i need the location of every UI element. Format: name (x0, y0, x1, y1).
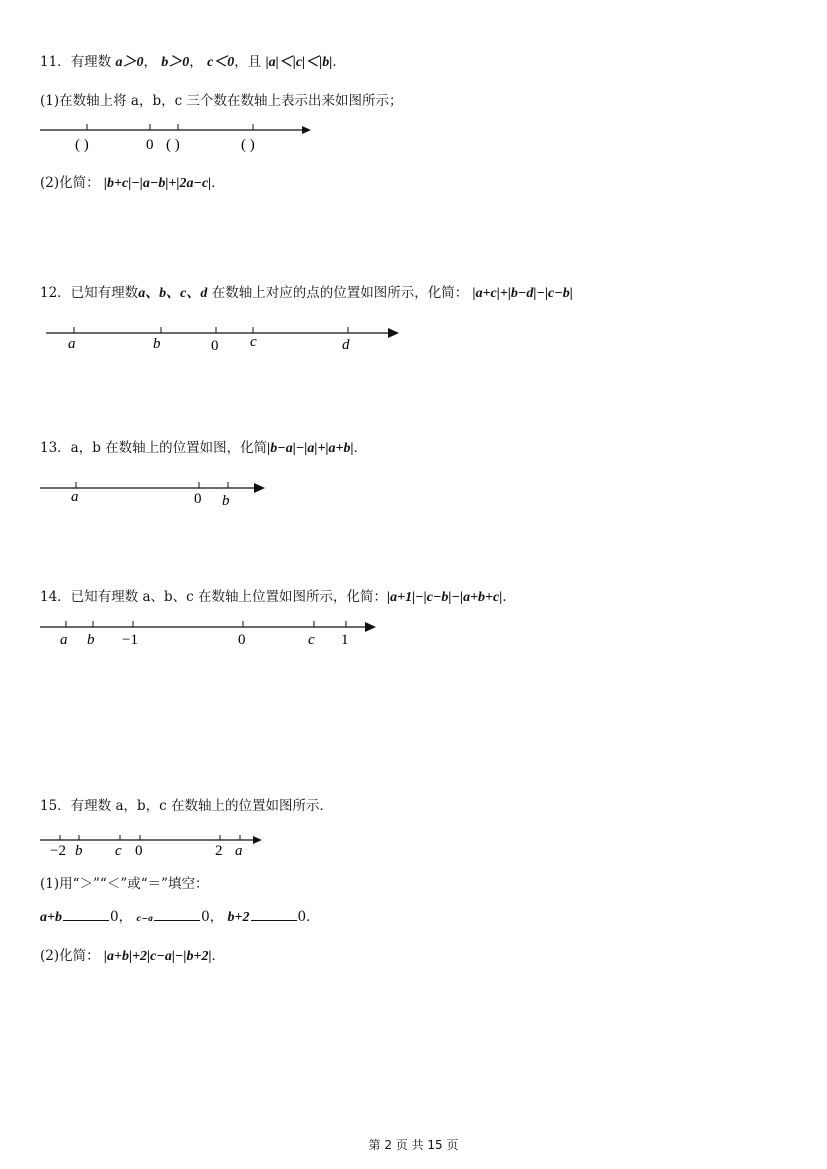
q15-axis-label: 0 (135, 843, 143, 859)
q15-axis-label: b (75, 843, 83, 859)
q15-axis-label: 2 (215, 843, 223, 859)
q15-zero: 0， (109, 909, 133, 925)
q11-part2-label: (2)化简： (40, 175, 100, 191)
q15-part2 (40, 947, 225, 966)
q11-statement (40, 53, 346, 72)
q11-part2 (40, 174, 225, 193)
separator: ， (143, 54, 157, 70)
answer-blank-1[interactable] (63, 908, 109, 921)
q15-part1: (1)用“＞”“＜”或“＝”填空： (40, 876, 209, 892)
page-footer: 第 2 页 共 15 页 (368, 1138, 459, 1152)
q11-part2-expression: |b+c|−|a−b|+|2a−c| (103, 176, 212, 191)
q12-text-2: 在数轴上对应的点的位置如图所示，化简： (211, 285, 469, 301)
q14-axis-label: c (308, 632, 315, 648)
q15-zero: 0， (201, 909, 224, 925)
period: ． (502, 589, 516, 605)
q11-condition-c: c＜0 (207, 55, 235, 70)
q14-statement (40, 588, 516, 607)
q12-axis-label: d (342, 337, 350, 353)
answer-blank-3[interactable] (251, 908, 297, 921)
q14-axis-label: 0 (238, 632, 246, 648)
q11-condition-b: b＞0 (161, 55, 190, 70)
q15-blank-expr-3: b+2 (227, 910, 250, 925)
q13-axis-label: 0 (194, 491, 202, 507)
q14-axis-label: −1 (122, 632, 138, 648)
q11-part1: (1)在数轴上将 a，b，c 三个数在数轴上表示出来如图所示； (40, 93, 403, 109)
q15-part2-label: (2)化简： (40, 948, 100, 964)
answer-blank-2[interactable] (154, 908, 200, 921)
q15-blank-expr-1: a+b (40, 910, 62, 925)
q15-part2-expression: |a+b|+2|c−a|−|b+2| (103, 949, 212, 964)
q15-statement: 15．有理数 a，b，c 在数轴上的位置如图所示． (40, 798, 334, 814)
q14-expression: |a+1|−|c−b|−|a+b+c| (387, 590, 503, 605)
q13-expression: |b−a|−|a|+|a+b| (267, 441, 354, 456)
period: ． (211, 175, 225, 191)
q15-axis-label: a (235, 843, 243, 859)
q13-axis-label: a (71, 489, 79, 505)
q12-text: 12．已知有理数 (40, 285, 139, 301)
q12-axis-label: c (250, 334, 257, 350)
q12-expression: |a+c|+|b−d|−|c−b| (472, 286, 573, 301)
q15-blank-expr-2: c−a (136, 913, 154, 923)
q14-axis-label: a (60, 632, 68, 648)
q15-axis-label: c (115, 843, 122, 859)
q15-axis-label: −2 (50, 843, 66, 859)
q11-abs-condition: |a|＜|c|＜|b| (265, 55, 333, 70)
q11-axis-label: 0 (146, 137, 154, 153)
q11-condition-a: a＞0 (115, 55, 144, 70)
question-number: 11． (40, 54, 71, 70)
q12-axis-label: a (68, 336, 76, 352)
q11-text: 有理数 (70, 54, 112, 70)
q14-text: 14．已知有理数 a、b、c 在数轴上位置如图所示，化简： (40, 589, 388, 605)
q15-zero: 0． (297, 909, 320, 925)
q12-variables: a、b、c、d (138, 286, 208, 301)
q12-statement (40, 284, 573, 303)
period: ． (211, 948, 226, 964)
q11-axis-label: ( ) (75, 137, 89, 153)
period: ． (332, 54, 346, 70)
q13-axis-label: b (222, 493, 230, 509)
q14-axis-label: b (87, 632, 95, 648)
q11-axis-label: ( ) (241, 137, 255, 153)
q11-text-and: ，且 (234, 54, 262, 70)
separator: ， (189, 54, 203, 70)
q15-fill-blanks (40, 908, 320, 927)
q14-axis-label: 1 (341, 632, 349, 648)
q11-axis-label: ( ) (166, 137, 180, 153)
q12-axis-label: b (153, 336, 161, 352)
q12-axis-label: 0 (211, 338, 219, 354)
q13-text: 13．a，b 在数轴上的位置如图，化简 (40, 440, 268, 456)
q13-statement (40, 439, 367, 458)
period: ． (353, 440, 368, 456)
